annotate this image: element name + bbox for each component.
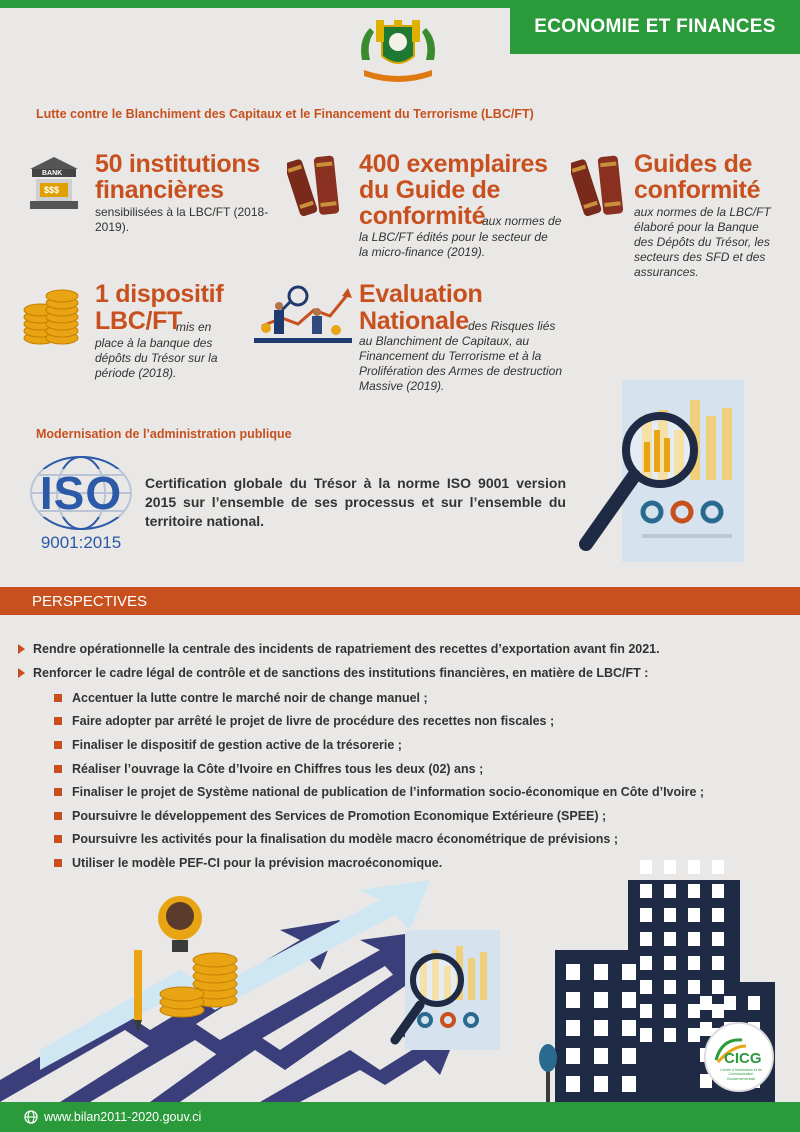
iso-certification-text: Certification globale du Trésor à la norme ISO 9001 version 2015 sur l’ensemble de ses processus et sur l’ensemble du territoire national. bbox=[145, 475, 566, 529]
item5-title-line1: Evaluation bbox=[359, 280, 483, 308]
window bbox=[712, 884, 724, 898]
window bbox=[712, 932, 724, 946]
item1-desc: sensibilisées à la LBC/FT (2018-2019). bbox=[95, 205, 269, 234]
window bbox=[566, 992, 580, 1008]
square-bullet-icon bbox=[54, 835, 62, 843]
window bbox=[688, 884, 700, 898]
list-item bbox=[54, 828, 788, 852]
window bbox=[622, 964, 636, 980]
window bbox=[594, 964, 608, 980]
window bbox=[712, 956, 724, 970]
list-item bbox=[54, 851, 788, 875]
window bbox=[664, 1004, 676, 1018]
square-bullet-icon bbox=[54, 812, 62, 820]
footer-url[interactable]: www.bilan2011-2020.gouv.ci bbox=[44, 1110, 202, 1124]
square-bullet-icon bbox=[54, 741, 62, 749]
window bbox=[594, 992, 608, 1008]
window bbox=[664, 932, 676, 946]
coat-of-arms-icon bbox=[352, 20, 444, 84]
cicg-logo bbox=[704, 1022, 774, 1092]
list-item bbox=[54, 710, 788, 734]
list-item-text: Accentuer la lutte contre le marché noir de change manuel ; bbox=[72, 690, 428, 705]
window bbox=[712, 1004, 724, 1018]
window bbox=[688, 932, 700, 946]
triangle-bullet-icon bbox=[18, 644, 25, 654]
window bbox=[622, 1020, 636, 1036]
coins-icon bbox=[22, 282, 80, 348]
window bbox=[594, 1076, 608, 1092]
modern-section-title: Modernisation de l’administration publique bbox=[36, 427, 292, 441]
header-title: ECONOMIE ET FINANCES bbox=[510, 0, 800, 54]
window bbox=[622, 992, 636, 1008]
window bbox=[640, 956, 652, 970]
list-item-text: Poursuivre le développement des Services de Promotion Economique Extérieure (SPEE) ; bbox=[72, 808, 607, 823]
books-icon bbox=[571, 150, 631, 220]
books-icon bbox=[287, 150, 347, 220]
analysis-people-icon bbox=[252, 280, 354, 346]
perspectives-list bbox=[18, 638, 788, 875]
perspectives-label: PERSPECTIVES bbox=[32, 593, 148, 610]
list-item bbox=[54, 780, 788, 804]
list-item-text: Renforcer le cadre légal de contrôle et de sanctions des institutions financières, en matière de LBC/FT : bbox=[33, 666, 649, 680]
item5-title-line2: Nationale bbox=[359, 307, 469, 335]
sub-list bbox=[18, 686, 788, 875]
list-item-text: Poursuivre les activités pour la finalisation du modèle macro économétrique de prévisions ; bbox=[72, 832, 618, 847]
window bbox=[622, 1076, 636, 1092]
list-item bbox=[18, 638, 788, 660]
window bbox=[640, 860, 652, 874]
window bbox=[712, 980, 724, 994]
list-item-text: Réaliser l’ouvrage la Côte d’Ivoire en Chiffres tous les deux (02) ans ; bbox=[72, 761, 484, 776]
window bbox=[688, 1028, 700, 1042]
list-item-text: Finaliser le dispositif de gestion active de la trésorerie ; bbox=[72, 737, 402, 752]
iso-number: 9001:2015 bbox=[40, 533, 122, 552]
window bbox=[640, 932, 652, 946]
window bbox=[712, 860, 724, 874]
item2-desc: la LBC/FT édités pour le secteur de la micro-finance (2019). bbox=[359, 230, 548, 259]
window bbox=[566, 1048, 580, 1064]
list-item-text: Rendre opérationnelle la centrale des incidents de rapatriement des recettes d’exportation avant fin 2021. bbox=[33, 642, 660, 656]
window bbox=[664, 980, 676, 994]
window bbox=[688, 860, 700, 874]
list-item-text: Faire adopter par arrêté le projet de livre de procédure des recettes non fiscales ; bbox=[72, 714, 555, 729]
list-item bbox=[54, 804, 788, 828]
item5-desc: au Blanchiment de Capitaux, au Financement du Terrorisme et à la Prolifération des Armes de destruction Massive (2019). bbox=[359, 334, 562, 393]
triangle-bullet-icon bbox=[18, 668, 25, 678]
window bbox=[700, 1022, 712, 1036]
cicg-logo-sub: Centre d'Information et de Communication Gouvernementale bbox=[720, 1068, 762, 1081]
bank-icon-label: BANK bbox=[42, 170, 63, 177]
item2-title-line1: 400 exemplaires bbox=[359, 150, 548, 178]
window bbox=[640, 1028, 652, 1042]
window bbox=[664, 956, 676, 970]
bank-icon bbox=[28, 155, 80, 211]
window bbox=[566, 964, 580, 980]
item4-title-line2: LBC/FT bbox=[95, 307, 183, 335]
item3-title-line2: conformité bbox=[634, 176, 761, 204]
square-bullet-icon bbox=[54, 694, 62, 702]
window bbox=[640, 884, 652, 898]
bank-icon-dollars: $$$ bbox=[44, 185, 60, 195]
window bbox=[640, 1004, 652, 1018]
window bbox=[688, 1004, 700, 1018]
item4-desc-inline: mis en bbox=[176, 320, 212, 334]
item2-title-line2: du Guide de bbox=[359, 176, 501, 204]
perspectives-label-box bbox=[0, 587, 160, 615]
list-item bbox=[54, 733, 788, 757]
iso-logo bbox=[24, 455, 138, 555]
item2-desc-inline: aux normes de bbox=[482, 214, 562, 228]
square-bullet-icon bbox=[54, 788, 62, 796]
magnifier-report-icon bbox=[572, 380, 752, 570]
list-item-text: Finaliser le projet de Système national de publication de l’information socio-économique en Côte d’Ivoire ; bbox=[72, 785, 705, 800]
window bbox=[712, 908, 724, 922]
lbc-section-title: Lutte contre le Blanchiment des Capitaux et le Financement du Terrorisme (LBC/FT) bbox=[36, 107, 534, 121]
cicg-logo-text: CICG bbox=[724, 1050, 762, 1067]
window bbox=[594, 1048, 608, 1064]
item2-title-line3: conformité bbox=[359, 202, 486, 230]
square-bullet-icon bbox=[54, 859, 62, 867]
window bbox=[566, 1076, 580, 1092]
square-bullet-icon bbox=[54, 765, 62, 773]
window bbox=[664, 884, 676, 898]
window bbox=[594, 1020, 608, 1036]
window bbox=[724, 996, 736, 1010]
list-item bbox=[54, 757, 788, 781]
square-bullet-icon bbox=[54, 717, 62, 725]
window bbox=[664, 1028, 676, 1042]
iso-logo-text: ISO bbox=[26, 469, 136, 517]
window bbox=[640, 908, 652, 922]
list-item bbox=[18, 660, 788, 686]
item5-desc-inline: des Risques liés bbox=[468, 319, 556, 333]
window bbox=[688, 980, 700, 994]
window bbox=[700, 996, 712, 1010]
building-windows bbox=[0, 880, 800, 1102]
window bbox=[566, 1020, 580, 1036]
item3-title-line1: Guides de bbox=[634, 150, 753, 178]
globe-icon bbox=[24, 1110, 38, 1124]
item3-desc: aux normes de la LBC/FT élaboré pour la Banque des Dépôts du Trésor, les secteurs des SFD et des assurances. bbox=[634, 205, 771, 279]
list-item bbox=[54, 686, 788, 710]
window bbox=[688, 908, 700, 922]
item1-title-line2: financières bbox=[95, 176, 224, 204]
list-item-text: Utiliser le modèle PEF-CI pour la prévision macroéconomique. bbox=[72, 855, 443, 870]
item4-title-line1: 1 dispositif bbox=[95, 280, 224, 308]
item1-title-line1: 50 institutions bbox=[95, 150, 260, 178]
window bbox=[748, 996, 760, 1010]
window bbox=[640, 980, 652, 994]
window bbox=[664, 860, 676, 874]
window bbox=[688, 956, 700, 970]
window bbox=[622, 1048, 636, 1064]
item4-desc: place à la banque des dépôts du Trésor sur la période (2018). bbox=[95, 336, 218, 380]
window bbox=[664, 908, 676, 922]
footer-bar bbox=[0, 1102, 800, 1132]
